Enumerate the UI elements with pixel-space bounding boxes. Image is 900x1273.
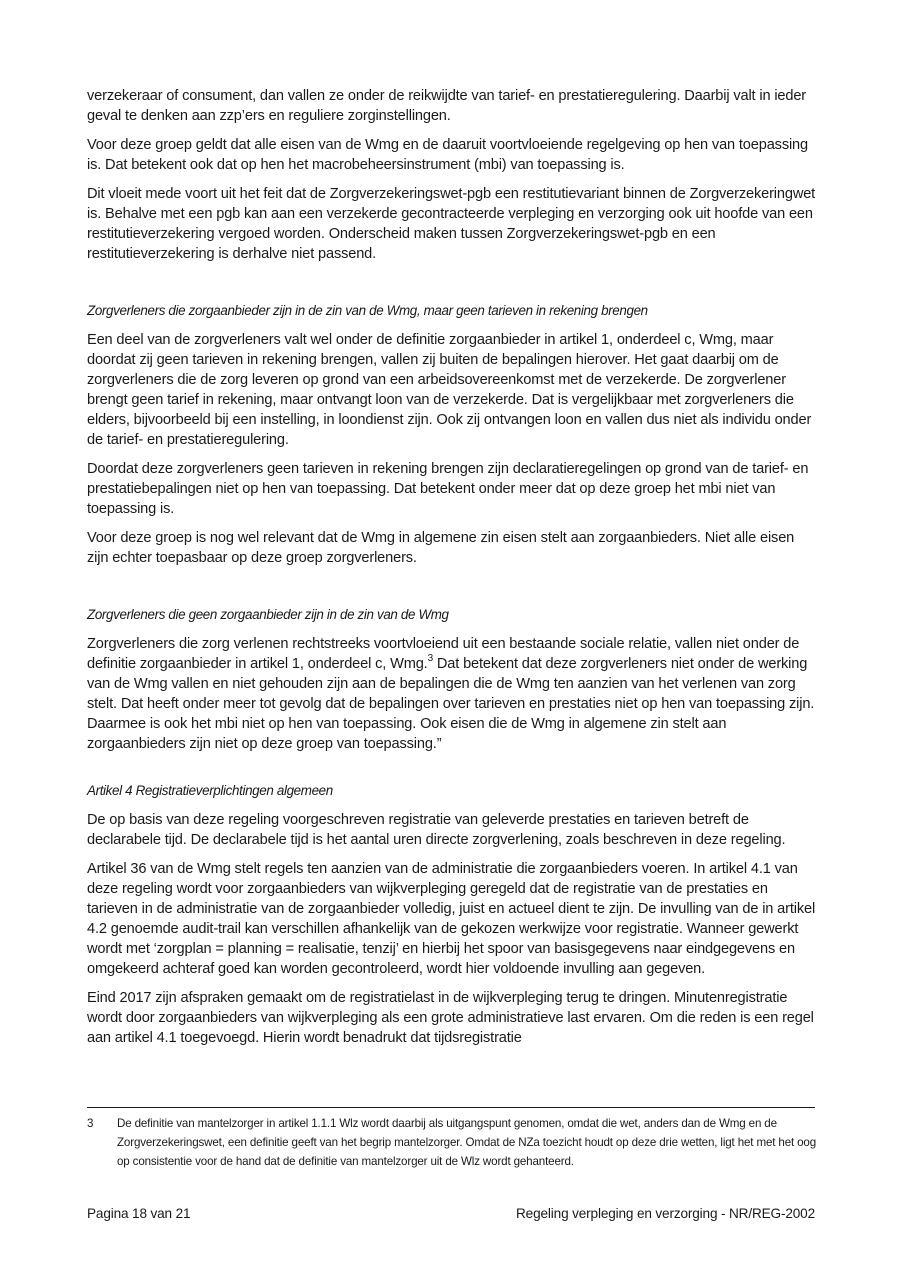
paragraph: Dit vloeit mede voort uit het feit dat de Zorgverzekeringswet-pgb een restitutievariant binnen de Zorgverzekeringwet is. Behalve met een pgb kan aan een verzekerde gecontracteerde verpleging en verzorging ook uit hoofde van een restitutieverzekering vergoed worden. Onderscheid maken tussen Zorgverzekeringswet-pgb en een restitutieverzekering is derhalve niet passend. [87, 186, 816, 262]
paragraph-with-footnote [87, 634, 817, 754]
footnote-separator [87, 1107, 815, 1108]
article-heading: Artikel 4 Registratieverplichtingen algemeen [87, 783, 333, 798]
paragraph: verzekeraar of consument, dan vallen ze onder de reikwijdte van tarief- en prestatieregulering. Daarbij valt in ieder geval te denken aan zzp’ers en reguliere zorginstellingen. [87, 88, 807, 124]
paragraph: Doordat deze zorgverleners geen tarieven in rekening brengen zijn declaratieregelingen op grond van de tarief- en prestatiebepalingen niet op hen van toepassing. Dat betekent onder meer dat op deze groep het mbi niet van toepassing is. [87, 461, 809, 517]
paragraph-text: Zorgverleners die zorg verlenen rechtstreeks voortvloeiend uit een bestaande sociale relatie, vallen niet onder de definitie zorgaanbieder in artikel 1, onderdeel c, Wmg. [87, 636, 800, 672]
document-title: Regeling verpleging en verzorging - NR/REG-2002 [516, 1206, 815, 1221]
section-spacer [87, 273, 817, 301]
section-spacer [87, 577, 817, 605]
footnote-number: 3 [87, 1117, 94, 1130]
paragraph: Voor deze groep geldt dat alle eisen van de Wmg en de daaruit voortvloeiende regelgeving op hen van toepassing is. Dat betekent ook dat op hen het macrobeheersinstrument (mbi) van toepassing is. [87, 137, 808, 173]
paragraph: De op basis van deze regeling voorgeschreven registratie van geleverde prestaties en tarieven betreft de declarabele tijd. De declarabele tijd is het aantal uren directe zorgverlening, zoals beschreven in deze regeling. [87, 812, 786, 848]
page-number: Pagina 18 van 21 [87, 1206, 191, 1221]
section-heading: Zorgverleners die zorgaanbieder zijn in de zin van de Wmg, maar geen tarieven in rekening brengen [87, 303, 648, 318]
paragraph: Artikel 36 van de Wmg stelt regels ten aanzien van de administratie die zorgaanbieders voeren. In artikel 4.1 van deze regeling wordt voor zorgaanbieders van wijkverpleging geregeld dat de registratie van de prestaties en tarieven in de administratie van de zorgaanbieder volledig, juist en actueel dient te zijn. De invulling van de in artikel 4.2 genoemde audit-trail kan verschillen afhankelijk van de gekozen werkwijze voor registratie. Wanneer gewerkt wordt met ‘zorgplan = planning = realisatie, tenzij’ en hierbij het spoor van basisgegevens naar eindgegevens en omgekeerd achteraf goed kan worden gecontroleerd, wordt hier voldoende invulling aan gegeven. [87, 861, 816, 977]
paragraph: Voor deze groep is nog wel relevant dat de Wmg in algemene zin eisen stelt aan zorgaanbieders. Niet alle eisen zijn echter toepasbaar op deze groep zorgverleners. [87, 530, 795, 566]
paragraph: Eind 2017 zijn afspraken gemaakt om de registratielast in de wijkverpleging terug te dringen. Minutenregistratie wordt door zorgaanbieders van wijkverpleging als een grote administratieve last ervaren. Om die reden is een regel aan artikel 4.1 toegevoegd. Hierin wordt benadrukt dat tijdsregistratie [87, 990, 814, 1046]
paragraph-text: Dat betekent dat deze zorgverleners niet onder de werking van de Wmg vallen en niet gehouden zijn aan de bepalingen die de Wmg ten aanzien van het verlenen van zorg stelt. Dat heeft onder meer tot gevolg dat de bepalingen over tarieven en prestaties niet op hen van toepassing zijn. Daarmee is ook het mbi niet op hen van toepassing. Ook eisen die de Wmg in algemene zin stelt aan zorgaanbieders zijn niet op deze groep van toepassing.” [87, 656, 815, 752]
section-spacer [87, 763, 817, 781]
footnote-reference[interactable]: 3 [427, 653, 433, 665]
footnote-text: De definitie van mantelzorger in artikel 1.1.1 Wlz wordt daarbij als uitgangspunt genomen, omdat die wet, anders dan de Wmg en de Zorgverzekeringswet, een definitie geeft van het begrip mantelzorger. Omdat de NZa toezicht houdt op deze drie wetten, ligt het met het oog op consistentie voor de hand dat de definitie van mantelzorger uit de Wlz wordt gehanteerd. [117, 1117, 817, 1168]
page-footer [87, 1205, 815, 1223]
footnote [87, 1114, 817, 1171]
document-body [87, 86, 817, 1057]
paragraph: Een deel van de zorgverleners valt wel onder de definitie zorgaanbieder in artikel 1, onderdeel c, Wmg, maar doordat zij geen tarieven in rekening brengen, vallen zij buiten de bepalingen hierover. Het gaat daarbij om de zorgverleners die de zorg leveren op grond van een arbeidsovereenkomst met de verzekerde. De zorgverlener brengt geen tarief in rekening, maar ontvangt loon van de verzekerde. Dat is vergelijkbaar met zorgverleners die elders, bijvoorbeeld bij een instelling, in loondienst zijn. Ook zij ontvangen loon en vallen dus niet als individu onder de tarief- en prestatieregulering. [87, 332, 812, 448]
section-heading: Zorgverleners die geen zorgaanbieder zijn in de zin van de Wmg [87, 607, 449, 622]
